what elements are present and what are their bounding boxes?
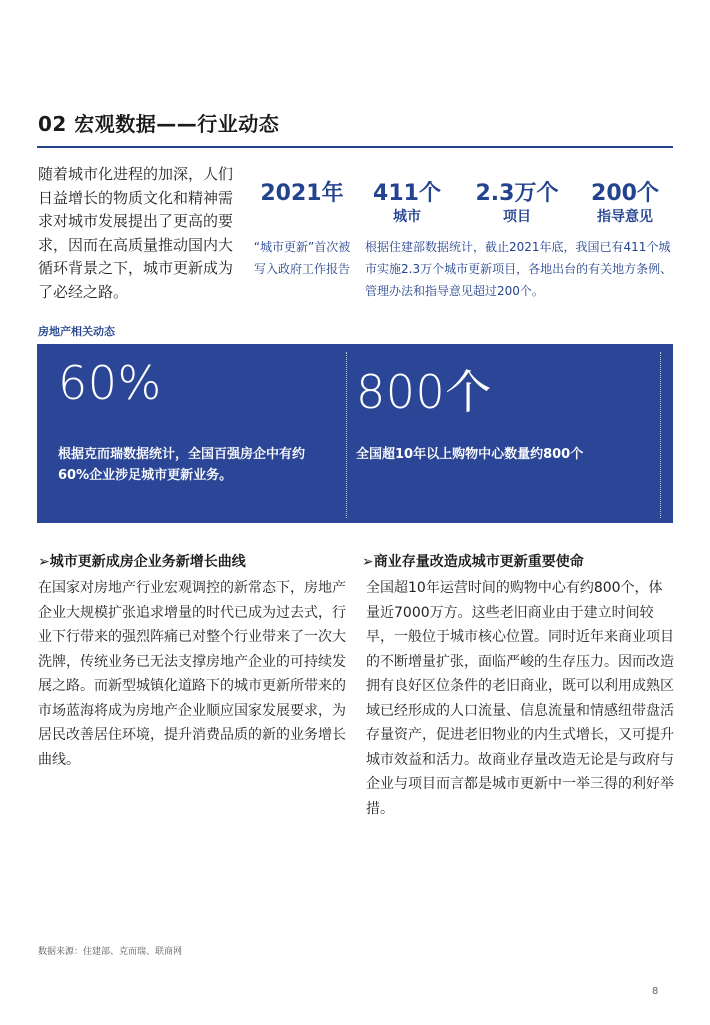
intro-paragraph: 随着城市化进程的加深，人们日益增长的物质文化和精神需求对城市发展提出了更高的要求，因而在高质量推动国内大循环背景之下，城市更新成为了必经之路。 [38,165,234,301]
stat-year: 2021年 [260,181,344,206]
left-column-body: 在国家对房地产行业宏观调控的新常态下，房地产企业大规模扩张追求增量的时代已成为过去式，行业下行带来的强烈阵痛已对整个行业带来了一次大洗牌，传统业务已无法支撑房地产企业的可持续发展之路。而新型城镇化道路下的城市更新所带来的市场蓝海将成为房地产企业顺应国家发展要求，为居民改善居住环境，提升消费品质的新的业务增长曲线。 [38,580,346,768]
panel-right-text: 全国超10年以上购物中心数量约800个 [356,447,584,462]
panel-left-text: 根据克而瑞数据统计，全国百强房企中有约60%企业涉足城市更新业务。 [58,447,306,483]
realestate-label: 房地产相关动态 [38,325,115,338]
section-title: 02 宏观数据——行业动态 [38,112,280,136]
page-number: 8 [652,986,659,997]
panel-right-number: 800个 [356,365,492,419]
data-source-note: 数据来源：住建部、克而瑞、联商网 [38,947,183,957]
panel-divider-right [660,352,661,518]
panel-divider-left [346,352,347,518]
stat-guidelines: 200个 [591,181,659,206]
stat-summary-description: 根据住建部数据统计，截止2021年底，我国已有411个城市实施2.3万个城市更新项目，各地出台的有关地方条例、管理办法和指导意见超过200个。 [365,240,673,298]
stat-guidelines-label: 指导意见 [597,209,653,225]
right-column-heading: ➢商业存量改造成城市更新重要使命 [362,554,584,570]
stat-projects-label: 项目 [503,209,531,225]
stat-cities-label: 城市 [393,209,421,225]
stat-projects: 2.3万个 [475,181,559,206]
panel-left-number: 60% [58,356,162,410]
title-divider [37,146,673,148]
left-column-heading: ➢城市更新成房企业务新增长曲线 [38,554,246,570]
right-column-body: 全国超10年运营时间的购物中心有约800个，体量近7000万方。这些老旧商业由于建立时间较早，一般位于城市核心位置。同时近年来商业项目的不断增量扩张，面临严峻的生存压力。因而改造拥有良好区位条件的老旧商业，既可以利用成熟区域已经形成的人口流量、信息流量和情感纽带盘活存量资产，促进老旧物业的内生式增长，又可提升城市效益和活力。故商业存量改造无论是与政府与企业与项目而言都是城市更新中一举三得的利好举措。 [366,580,674,817]
stat-cities: 411个 [373,181,441,206]
stat-year-description: “城市更新”首次被写入政府工作报告 [253,240,351,276]
